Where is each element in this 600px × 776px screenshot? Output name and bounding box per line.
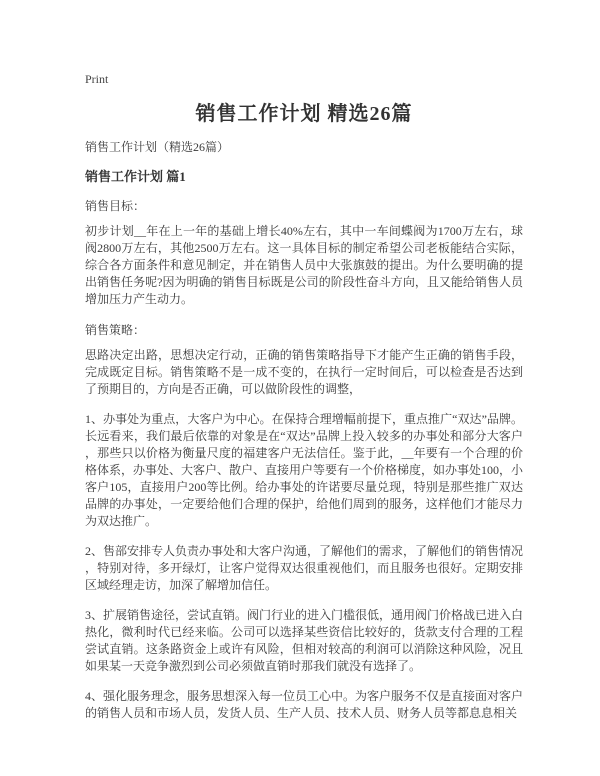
print-button[interactable]: Print — [85, 72, 109, 86]
paragraph-strategy-item-1: 1、办事处为重点，大客户为中心。在保持合理增幅前提下，重点推广“双达”品牌。长远看来，我们最后依靠的对象是在“双达”品牌上投入较多的办事处和部分大客户，那些只以价格为衡量尺度的福建客户无法信任。鉴于此，__年要有一个合理的价格体系，办事处、大客户、散户、直接用户等要有一个价格梯度，如办事处100，小客户105，直接用户200等比例。给办事处的许诺要尽量兑现，特别是那些推广双达品牌的办事处，一定要给他们合理的保护，给他们周到的服务，这样他们才能尽力为双达推广。 — [85, 412, 524, 528]
paragraph-strategy-item-2: 2、售部安排专人负责办事处和大客户沟通，了解他们的需求，了解他们的销售情况，特别对待，多开绿灯，让客户觉得双达很重视他们，而且服务也很好。定期安排区域经理走访，加深了解增加信任。 — [85, 544, 524, 592]
paragraph-sales-goal: 初步计划__年在上一年的基础上增长40%左右，其中一车间蝶阀为1700万左右，球阀2800万左右，其他2500万左右。这一具体目标的制定希望公司老板能结合实际，综合各方面条件和意见制定，并在销售人员中大张旗鼓的提出。为什么要明确的提出销售任务呢?因为明确的销售目标既是公司的阶段性奋斗方向，且又能给销售人员增加压力产生动力。 — [85, 224, 523, 306]
doc-subtitle: 销售工作计划（精选26篇） — [85, 140, 230, 154]
paragraph-strategy-item-3: 3、扩展销售途径，尝试直销。阀门行业的进入门槛很低，通用阀门价格战已进入白热化，微利时代已经来临。公司可以选择某些资信比较好的，货款支付合理的工程尝试直销。这条路资金上或许有风险，但相对较高的利润可以消除这种风险，况且如果某一天竞争激烈到公司必须做直销时那我们就没有选择了。 — [85, 608, 524, 673]
paragraph-strategy-item-4: 4、强化服务理念，服务思想深入每一位员工心中。为客户服务不仅是直接面对客户的销售人员和市场人员，发货人员、生产人员、技术人员、财务人员等都息息相关 — [85, 689, 524, 720]
section-heading-sales-goal: 销售目标： — [85, 199, 146, 213]
paragraph-strategy-intro: 思路决定出路，思想决定行动，正确的销售策略指导下才能产生正确的销售手段，完成既定目标。销售策略不是一成不变的，在执行一定时间后，可以检查是否达到了预期目的，方向是否正确，可以做阶段性的调整， — [85, 348, 523, 396]
section-heading-sales-strategy: 销售策略： — [85, 323, 146, 337]
page-title: 销售工作计划 精选26篇 — [195, 103, 413, 125]
article-heading: 销售工作计划 篇1 — [85, 169, 186, 184]
